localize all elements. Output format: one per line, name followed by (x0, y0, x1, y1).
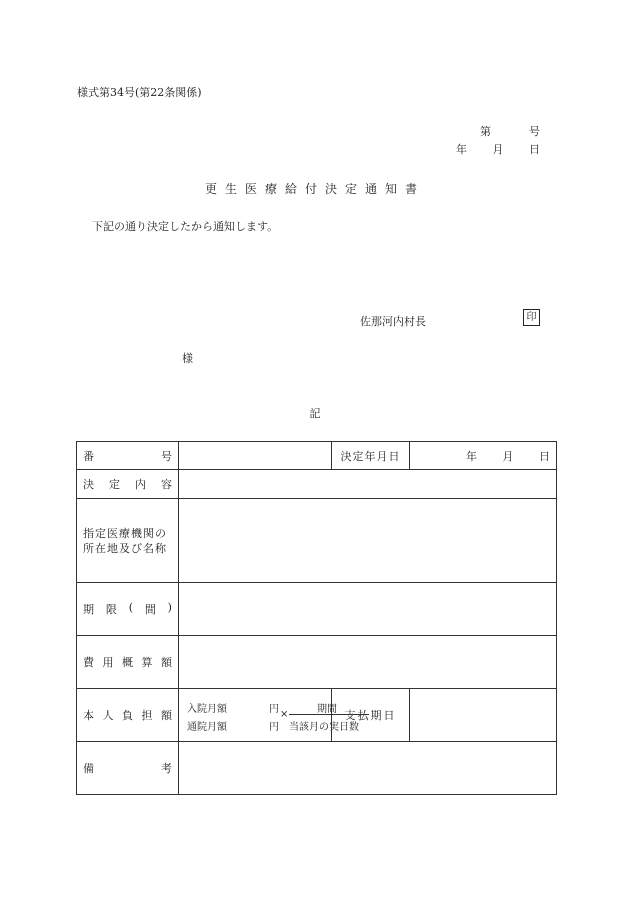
burden-label: 本 人 負 担 額 (77, 689, 179, 742)
fraction-bar (289, 714, 369, 715)
addressee-suffix: 様 (182, 352, 193, 365)
inpatient-label: 入院月額 (187, 704, 227, 715)
issue-year-label: 年 (456, 143, 467, 156)
period-value[interactable] (179, 583, 557, 636)
seal-stamp: 印 (523, 309, 540, 326)
decision-content-value[interactable] (179, 470, 557, 499)
period-label: 期 限 ( 間 ) (77, 583, 179, 636)
decision-date-label: 決定年月日 (332, 442, 410, 470)
number-label-cell (77, 442, 179, 470)
table-row (77, 689, 557, 742)
remarks-value[interactable] (179, 742, 557, 795)
inpatient-yen: 円 (269, 704, 279, 715)
document-title: 更生医療給付決定通知書 (204, 182, 425, 196)
issue-date-line (456, 141, 540, 157)
fraction-numerator: 期間 (317, 704, 337, 715)
table-row (77, 742, 557, 795)
payment-date-value[interactable] (410, 689, 557, 742)
burden-calc-cell[interactable] (179, 689, 359, 742)
decision-month: 月 (502, 449, 514, 463)
document-number-line (480, 123, 540, 139)
institution-label: 指定医療機関の 所在地及び名称 (77, 499, 179, 583)
notice-message: 下記の通り決定したから通知します。 (92, 220, 279, 233)
issue-month-label: 月 (492, 143, 504, 156)
burden-formula (179, 689, 359, 741)
issuer-name: 佐那河内村長 (360, 315, 426, 328)
table-row (77, 442, 557, 470)
table-row (77, 499, 557, 583)
cost-value[interactable] (179, 636, 557, 689)
multiply-sign: × (280, 709, 289, 720)
cost-label: 費 用 概 算 額 (77, 636, 179, 689)
number-value-cell[interactable] (179, 442, 332, 470)
outpatient-yen: 円 (269, 722, 279, 733)
fraction-denominator: 当該月の実日数 (289, 722, 359, 733)
decision-content-label: 決 定 内 容 (77, 470, 179, 499)
payment-date-label: 支払期日 (332, 689, 410, 742)
table-row (77, 636, 557, 689)
record-heading: 記 (309, 407, 321, 420)
number-prefix: 第 (480, 125, 491, 138)
issue-day-label: 日 (529, 143, 540, 156)
institution-value[interactable] (179, 499, 557, 583)
table-row (77, 583, 557, 636)
outpatient-label: 通院月額 (187, 722, 227, 733)
decision-day: 日 (539, 449, 550, 463)
form-number: 様式第34号(第22条関係) (77, 86, 202, 99)
table-row (77, 470, 557, 499)
number-suffix: 号 (529, 125, 540, 138)
remarks-label: 備 考 (77, 742, 179, 795)
number-label: 番 号 (83, 449, 172, 463)
decision-year: 年 (466, 449, 477, 463)
decision-table (76, 441, 557, 795)
decision-date-value[interactable] (410, 442, 557, 470)
